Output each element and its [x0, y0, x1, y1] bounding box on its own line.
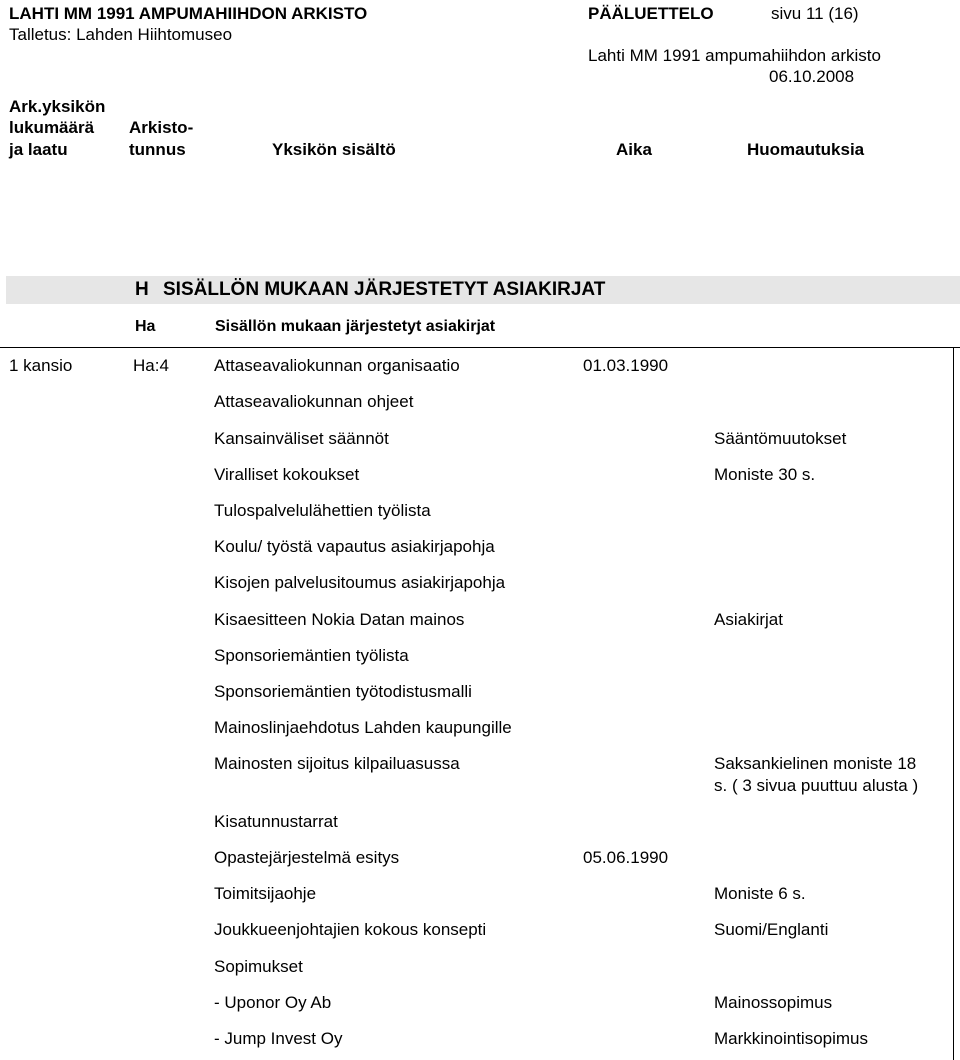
- row-content: Attaseavaliokunnan organisaatio: [214, 356, 460, 375]
- unit-quantity: 1 kansio: [9, 356, 73, 375]
- row-note: Sääntömuutokset: [714, 429, 847, 448]
- row-content: Kansainväliset säännöt: [214, 429, 389, 448]
- row-content: Sponsoriemäntien työtodistusmalli: [214, 682, 472, 701]
- row-content: Sponsoriemäntien työlista: [214, 646, 409, 665]
- row-content: - Uponor Oy Ab: [214, 993, 332, 1012]
- column-header-content: Yksikön sisältö: [272, 140, 396, 159]
- column-header-quantity-2: lukumäärä: [9, 118, 95, 137]
- list-title: PÄÄLUETTELO: [588, 4, 714, 23]
- row-content: - Jump Invest Oy: [214, 1029, 343, 1048]
- table-top-border: [0, 347, 960, 348]
- row-content: Tulospalvelulähettien työlista: [214, 501, 431, 520]
- row-content: Koulu/ työstä vapautus asiakirjapohja: [214, 537, 495, 556]
- column-header-code-2: tunnus: [129, 140, 186, 159]
- row-note: Moniste 30 s.: [714, 465, 816, 484]
- column-header-code-1: Arkisto-: [129, 118, 194, 137]
- row-note: Moniste 6 s.: [714, 884, 806, 903]
- row-note-continued: s. ( 3 sivua puuttuu alusta ): [714, 776, 919, 795]
- row-content: Attaseavaliokunnan ohjeet: [214, 392, 414, 411]
- row-content: Mainoslinjaehdotus Lahden kaupungille: [214, 718, 512, 737]
- saved-location: Talletus: Lahden Hiihtomuseo: [9, 25, 233, 44]
- column-header-quantity-1: Ark.yksikön: [9, 97, 106, 116]
- section-code: H: [135, 279, 149, 300]
- row-note: Saksankielinen moniste 18: [714, 754, 917, 773]
- row-content: Kisaesitteen Nokia Datan mainos: [214, 610, 465, 629]
- page-number: sivu 11 (16): [771, 4, 859, 23]
- row-note: Asiakirjat: [714, 610, 783, 629]
- row-time: 01.03.1990: [583, 356, 669, 375]
- row-note: Markkinointisopimus: [714, 1029, 868, 1048]
- subsection-title: Sisällön mukaan järjestetyt asiakirjat: [215, 318, 496, 335]
- unit-code: Ha:4: [133, 356, 169, 375]
- document-date: 06.10.2008: [769, 67, 855, 86]
- row-time: 05.06.1990: [583, 848, 669, 867]
- subsection-code: Ha: [135, 318, 156, 335]
- row-content: Toimitsijaohje: [214, 884, 317, 903]
- section-title: SISÄLLÖN MUKAAN JÄRJESTETYT ASIAKIRJAT: [163, 279, 606, 300]
- row-content: Joukkueenjohtajien kokous konsepti: [214, 920, 487, 939]
- row-content: Kisojen palvelusitoumus asiakirjapohja: [214, 573, 506, 592]
- document-title: LAHTI MM 1991 AMPUMAHIIHDON ARKISTO: [9, 4, 368, 23]
- archive-name: Lahti MM 1991 ampumahiihdon arkisto: [588, 46, 881, 65]
- row-note: Suomi/Englanti: [714, 920, 829, 939]
- row-note: Mainossopimus: [714, 993, 833, 1012]
- table-right-border: [953, 347, 954, 1060]
- row-content: Sopimukset: [214, 957, 303, 976]
- row-content: Mainosten sijoitus kilpailuasussa: [214, 754, 460, 773]
- column-header-time: Aika: [616, 140, 652, 159]
- row-content: Opastejärjestelmä esitys: [214, 848, 400, 867]
- column-header-quantity-3: ja laatu: [9, 140, 68, 159]
- row-content: Kisatunnustarrat: [214, 812, 338, 831]
- column-header-notes: Huomautuksia: [747, 140, 865, 159]
- row-content: Viralliset kokoukset: [214, 465, 360, 484]
